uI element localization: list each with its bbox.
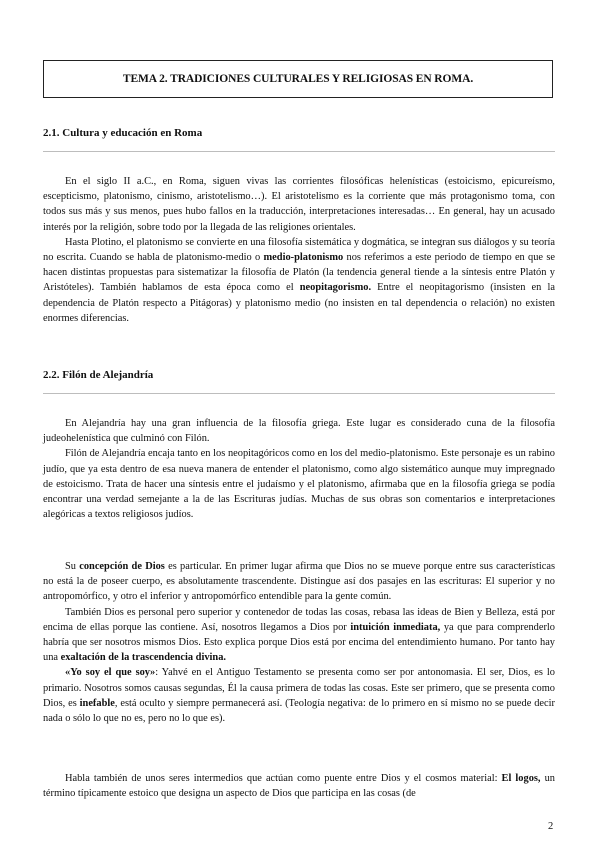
paragraph: En el siglo II a.C., en Roma, siguen vivas las corrientes filosóficas helenísticas (estoicismo, epicureísmo, escepticismo, platonismo, cinismo, aristotelismo…). El aristotelismo es la corriente que más protagonismo toma, con todos sus más y sus menos, pues hubo fallos en la traducción, interpretaciones interesadas… En general, hay un acusado interés por la religión, sobre todo por la llegada de las religiones orientales. — [43, 176, 555, 233]
section-heading-filon: 2.2. Filón de Alejandría — [43, 369, 154, 381]
section-divider — [43, 393, 555, 394]
section-body-filon-intro — [43, 416, 555, 522]
paragraph: «Yo soy el que soy»: Yahvé en el Antiguo Testamento se presenta como ser por antonomasia. El ser, Dios, es lo primario. Nosotros somos causas segundas, Él la causa primera de todas las cosas. Este ser primero, que se presenta como Dios, es inefable, está oculto y siempre permanecerá así. (Teología negativa: de lo primero en sí mismo no se puede decir nada o sólo lo que no es, pero no lo que es). — [43, 667, 555, 725]
page-number: 2 — [548, 821, 554, 832]
section-divider — [43, 151, 555, 152]
paragraph: Habla también de unos seres intermedios que actúan como puente entre Dios y el cosmos material: El logos, un término típicamente estoico que designa un aspecto de Dios que participa en las cosas (de — [43, 773, 555, 800]
section-body-dios — [43, 559, 555, 726]
paragraph: También Dios es personal pero superior y contenedor de todas las cosas, rebasa las ideas de Bien y Belleza, está por encima de ellas porque las contiene. Así, nosotros llegamos a Dios por intuición inmediata, ya que para comprenderlo habría que ser nosotros mismos Dios. Esto explica porque Dios está por encima del entendimiento humano. Por tanto hay una exaltación de la trascendencia divina. — [43, 606, 555, 664]
section-body-logos — [43, 771, 555, 801]
paragraph: Filón de Alejandría encaja tanto en los neopitagóricos como en los del medio-platonismo. Este personaje es un rabino judío, que ya esta dentro de esa nueva manera de entender el platonismo, como algo sistemático aunque muy impregnado de estoicismo. Trata de hacer una síntesis entre el judaísmo y el platonismo, afirmaba que en la filosofía griega se podía encontrar una verdad semejante a la de las Escrituras judías. Muchas de sus obras son comentarios e interpretaciones alegóricas a textos religiosos judíos. — [43, 448, 555, 521]
chapter-title: TEMA 2. TRADICIONES CULTURALES Y RELIGIOSAS EN ROMA. — [43, 60, 553, 98]
paragraph: En Alejandría hay una gran influencia de la filosofía griega. Este lugar es considerado cuna de la filosofía judeohelenística que culminó con Filón. — [43, 418, 555, 445]
paragraph: Hasta Plotino, el platonismo se convierte en una filosofía sistemática y dogmática, se integran sus diálogos y su teoría no escrita. Cuando se habla de platonismo-medio o medio-platonismo nos referimos a este periodo de tiempo en que se hacen distintas propuestas para sistematizar la filosofía de Platón (la tendencia general tiende a la síntesis entre Platón y Aristóteles). También hablamos de esta época como el neopitagorismo. Entre el neopitagorismo (insisten en la dependencia de Platón respecto a Pitágoras) y platonismo medio (no insisten en tal dependencia o relación) no existen enormes diferencias. — [43, 236, 555, 324]
section-body-cultura — [43, 174, 555, 326]
section-heading-cultura: 2.1. Cultura y educación en Roma — [43, 127, 203, 139]
paragraph: Su concepción de Dios es particular. En primer lugar afirma que Dios no se mueve porque entre sus características no está la de poseer cuerpo, es absolutamente trascendente. Distingue así dos pasajes en las escrituras: El superior y no antropomórfico, y otro el inferior y antropomórfico entendible para la gente común. — [43, 561, 555, 603]
